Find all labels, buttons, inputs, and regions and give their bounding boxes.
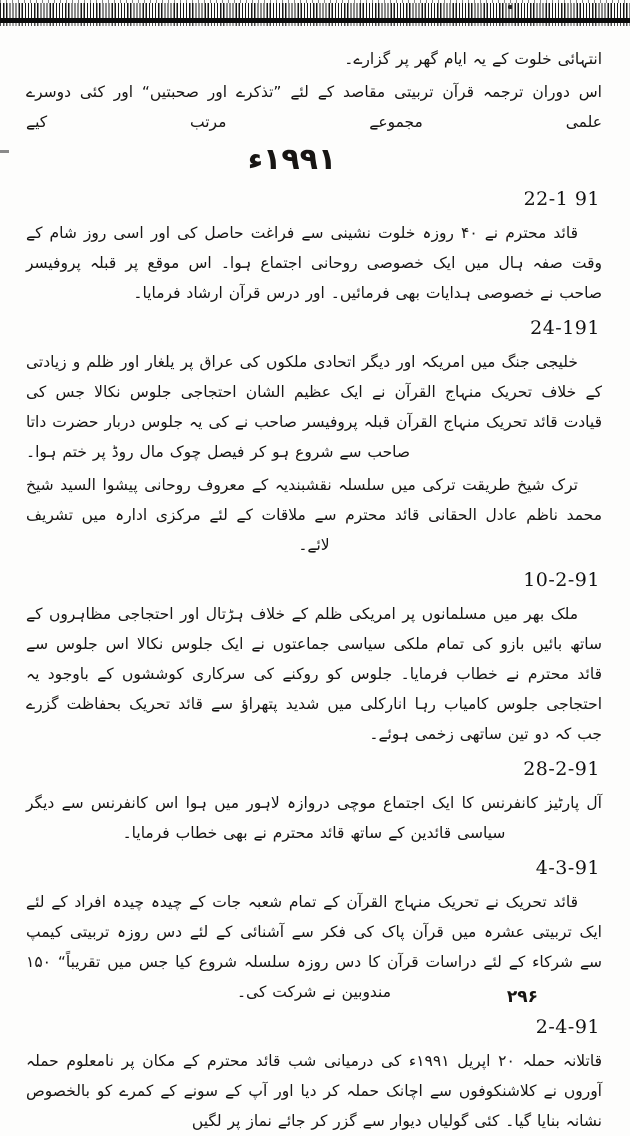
page-top-decorative-border bbox=[0, 0, 630, 27]
entry-date-22-1-91: 22-1 91 bbox=[523, 188, 600, 210]
page-body bbox=[0, 27, 630, 1136]
entry-date-24-1-91: 24-191 bbox=[530, 317, 600, 339]
entry-paragraph: قائد محترم نے ۴۰ روزہ خلوت نشینی سے فراغت حاصل کی اور اسی روز شام کے وقت صفہ ہال میں ایک خصوصی روحانی اجتماع ہوا۔ اس موقع پر قبلہ پروفیسر صاحب نے خصوصی ہدایات بھی فرمائیں۔ اور درس قرآن ارشاد فرمایا۔ bbox=[26, 224, 602, 302]
entry-paragraph: ملک بھر میں مسلمانوں پر امریکی ظلم کے خلاف ہڑتال اور احتجاجی مظاہروں کے ساتھ بائیں بازو کی تمام ملکی سیاسی جماعتوں نے ایک جلوس نکالا اس جلوس سے قائد محترم نے خطاب فرمایا۔ جلوس کو روکنے کی سرکاری کوششوں کے باوجود یہ احتجاجی جلوس کامیاب رہا انارکلی میں شدید پتھراؤ سے قائد تحریک بحفاظت گزرے جب کہ دو تین ساتھی زخمی ہوئے۔ bbox=[26, 605, 602, 743]
entry-date-10-2-91: 10-2-91 bbox=[523, 569, 600, 591]
entry-paragraph: خلیجی جنگ میں امریکہ اور دیگر اتحادی ملکوں کی عراق پر یلغار اور ظلم و زیادتی کے خلاف تحریک منہاج القرآن نے ایک عظیم الشان احتجاجی جلوس نکالا جس کی قیادت قائد تحریک منہاج القرآن قبلہ پروفیسر صاحب نے کی یہ جلوس دربار حضرت داتا صاحب سے شروع ہو کر فیصل چوک مال روڈ پر ختم ہوا۔ bbox=[26, 353, 602, 461]
carryover-paragraph-last-line: انتہائی خلوت کے یہ ایام گھر پر گزارے۔ bbox=[344, 50, 602, 68]
entry-paragraph: آل پارٹیز کانفرنس کا ایک اجتماع موچی دروازہ لاہور میں ہوا اس کانفرنس سے دیگر سیاسی قائدین کے ساتھ قائد محترم نے بھی خطاب فرمایا۔ bbox=[26, 794, 602, 842]
scan-speck-artifact bbox=[508, 5, 512, 9]
entry-date-2-4-91: 2-4-91 bbox=[535, 1016, 600, 1038]
entry-date-28-2-91: 28-2-91 bbox=[523, 758, 600, 780]
entry-date-4-3-91: 4-3-91 bbox=[535, 857, 600, 879]
entry-paragraph: قائد تحریک نے تحریک منہاج القرآن کے تمام شعبہ جات کے چیدہ چیدہ افراد کے لئے ایک تربیتی عشرہ میں قرآن پاک کی فکر سے آشنائی کے لئے دس روزہ تربیتی کیمپ سے شرکاء کے لئے دراسات قرآن کا دس روزہ سلسلہ شروع کیا جس میں تقریباً“ ۱۵۰ مندوبین نے شرکت کی۔ bbox=[26, 893, 602, 1001]
page-number: ۲۹۶ bbox=[506, 987, 538, 1007]
year-heading-1991: ۱۹۹۱ء bbox=[247, 142, 337, 177]
entry-paragraph: ترک شیخ طریقت ترکی میں سلسلہ نقشبندیہ کے معروف روحانی پیشوا السید شیخ محمد ناظم عادل الحقانی قائد محترم سے ملاقات کے لئے مرکزی ادارہ میں تشریف لائے۔ bbox=[26, 476, 602, 554]
entry-paragraph: قاتلانہ حملہ ۲۰ اپریل ۱۹۹۱ء کی درمیانی شب قائد محترم کے مکان پر نامعلوم حملہ آوروں نے کلاشنکوفوں سے اچانک حملہ کر دیا اور آپ کے سونے کے کمرے کو بالخصوص نشانہ بنایا گیا۔ کئی گولیاں دیوار سے گزر کر جائے نماز پر لگیں bbox=[26, 1052, 602, 1130]
carryover-paragraph-full-line: اس دوران ترجمہ قرآن تربیتی مقاصد کے لئے ”تذکرے اور صحبتیں“ اور کئی دوسرے علمی مجموعے مرتب کیے bbox=[26, 83, 602, 131]
